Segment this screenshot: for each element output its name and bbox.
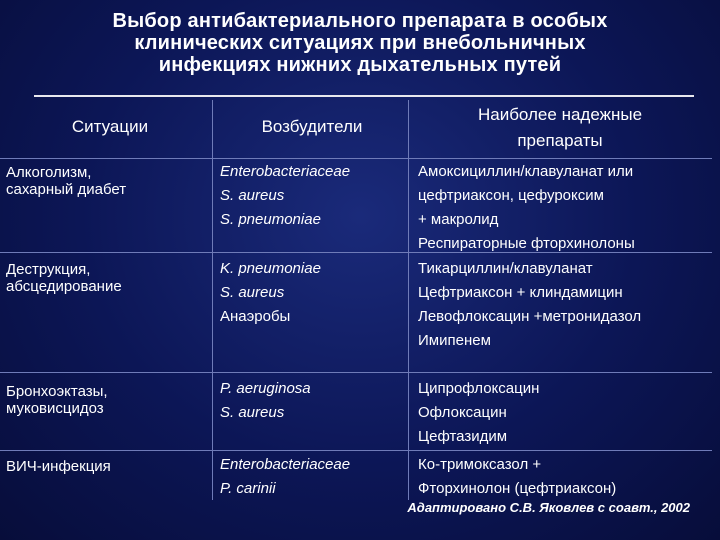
cell-line: ВИЧ-инфекция: [6, 458, 111, 475]
column-divider: [408, 100, 409, 500]
cell-line: Имипенем: [418, 332, 491, 349]
title-line: Выбор антибактериального препарата в особых: [112, 10, 608, 32]
header-drugs: [420, 102, 700, 154]
cell-line: цефтриаксон, цефуроксим: [418, 187, 604, 204]
cell-line: Деструкция,: [6, 261, 91, 278]
table-cell-drugs: [418, 257, 641, 353]
cell-line: S. aureus: [220, 187, 285, 204]
table-cell-pathogens: [220, 453, 350, 501]
table-cell-situation: [6, 458, 111, 475]
title-line: инфекциях нижних дыхательных путей: [158, 54, 562, 76]
cell-line: + макролид: [418, 211, 499, 228]
cell-line: Enterobacteriaceae: [220, 163, 351, 180]
cell-line: Цефтазидим: [418, 428, 508, 445]
header-situations: Ситуации: [71, 117, 149, 136]
row-divider: [0, 372, 712, 373]
cell-line: сахарный диабет: [6, 181, 127, 198]
cell-line: S. pneumoniae: [220, 211, 321, 228]
cell-line: Офлоксацин: [418, 404, 507, 421]
table-cell-drugs: [418, 160, 635, 256]
cell-line: Алкоголизм,: [6, 164, 92, 181]
slide-title: [0, 10, 720, 76]
column-divider: [212, 100, 213, 500]
cell-line: Цефтриаксон + клиндамицин: [418, 284, 623, 301]
table-cell-situation: [6, 383, 108, 417]
cell-line: Левофлоксацин +метронидазол: [418, 308, 642, 325]
title-line: клинических ситуациях при внебольничных: [134, 32, 586, 54]
cell-line: Фторхинолон (цефтриаксон): [418, 480, 617, 497]
table-cell-drugs: [418, 377, 539, 449]
source-citation: Адаптировано С.В. Яковлев с соавт., 2002: [407, 500, 690, 515]
cell-line: абсцедирование: [6, 278, 122, 295]
cell-line: Enterobacteriaceae: [220, 456, 351, 473]
row-divider: [0, 158, 712, 159]
cell-line: Тикарциллин/клавуланат: [418, 260, 593, 277]
table-cell-pathogens: [220, 377, 311, 425]
cell-line: Анаэробы: [220, 308, 291, 325]
cell-line: Амоксициллин/клавуланат или: [418, 163, 634, 180]
cell-line: Ко-тримоксазол +: [418, 456, 542, 473]
cell-line: муковисцидоз: [6, 400, 104, 417]
header-drugs-line: Наиболее надежные: [477, 105, 643, 124]
cell-line: S. aureus: [220, 404, 285, 421]
row-divider: [0, 450, 712, 451]
table-cell-situation: [6, 164, 126, 198]
cell-line: Респираторные фторхинолоны: [418, 235, 635, 252]
title-divider: [34, 95, 694, 97]
cell-line: K. pneumoniae: [220, 260, 321, 277]
cell-line: S. aureus: [220, 284, 285, 301]
header-drugs-line: препараты: [517, 131, 603, 150]
table-cell-drugs: [418, 453, 616, 501]
cell-line: Бронхоэктазы,: [6, 383, 108, 400]
header-pathogens: Возбудители: [261, 117, 363, 136]
cell-line: P. aeruginosa: [220, 380, 311, 397]
table-cell-pathogens: [220, 160, 350, 232]
table-cell-situation: [6, 261, 122, 295]
cell-line: Ципрофлоксацин: [418, 380, 540, 397]
table-cell-pathogens: [220, 257, 321, 329]
cell-line: P. carinii: [220, 480, 276, 497]
